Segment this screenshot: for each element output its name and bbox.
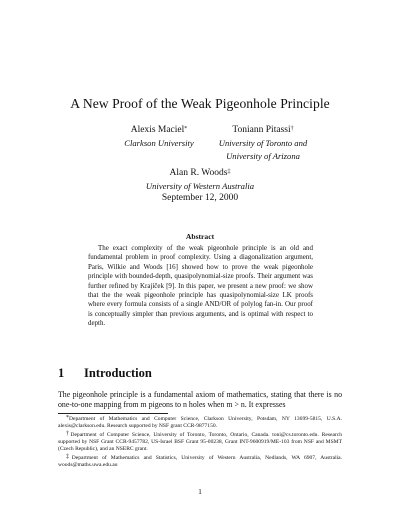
paper-date: September 12, 2000 — [161, 193, 239, 203]
abstract-heading: Abstract — [185, 232, 215, 241]
footnote-mark: * — [66, 415, 69, 421]
footnote — [58, 455, 342, 469]
author-block — [0, 124, 400, 190]
author-name: Toniann Pitassi — [232, 125, 291, 135]
footnote — [58, 416, 342, 430]
author-pitassi — [202, 124, 324, 163]
author-affiliation: University of Western Australia — [145, 181, 255, 191]
footnote-mark: * — [184, 126, 188, 132]
author-name: Alexis Maciel — [130, 125, 185, 135]
footnote-rule — [58, 413, 168, 414]
paper-title: A New Proof of the Weak Pigeonhole Principle — [70, 96, 330, 111]
page-number: 1 — [198, 487, 202, 496]
section-heading — [58, 366, 358, 381]
author-woods — [120, 167, 280, 193]
intro-paragraph: The pigeonhole principle is a fundamental axiom of mathematics, stating that there is no one-to-one mapping from m pigeons to n holes when m > n. It expresses — [58, 390, 342, 410]
footnotes — [58, 416, 342, 471]
author-affiliation: University of Toronto and — [218, 138, 308, 148]
abstract-text: The exact complexity of the weak pigeonhole principle is an old and fundamental problem in proof complexity. Using a diagonalization argument, Paris, Wilkie and Woods [16] showed how to prove the weak pigeonhole principle with bounded-depth, quasipolynomial-size proofs. Their argument was further refined by Krajíček [9]. In this paper, we present a new proof: we show that the the weak pigeonhole principle has quasipolynomial-size LK proofs where every formula consists of a single AND/OR of polylog fan-in. Our proof is conceptually simpler than previous arguments, and is optimal with respect to depth. — [88, 244, 313, 328]
author-name: Alan R. Woods — [169, 168, 228, 178]
footnote-mark: † — [66, 431, 71, 437]
author-affiliation: University of Arizona — [226, 151, 300, 161]
footnote — [58, 432, 342, 454]
footnote-text: Department of Mathematics and Statistics, University of Western Australia, Nedlands, WA 6907, Australia. woods@maths.uwa.edu.au — [58, 455, 343, 469]
section-title: Introduction — [84, 366, 152, 380]
footnote-text: Department of Mathematics and Computer Science, Clarkson University, Potsdam, NY 13699-5815, U.S.A. alexis@clarkson.edu. Research supported by NSF grant CCR-9877150. — [58, 416, 342, 430]
author-affiliation: Clarkson University — [124, 138, 194, 148]
section-number: 1 — [58, 366, 65, 380]
footnote-mark: ‡ — [227, 169, 231, 175]
footnote-mark: ‡ — [66, 454, 72, 461]
footnote-mark: † — [290, 126, 294, 132]
footnote-text: Department of Computer Science, University of Toronto, Toronto, Ontario, Canada. toni@cs.toronto.edu. Research supported by NSF Grant CCR-9457782, US-Israel BSF Grant 95-00238, Grant INT-9600919/ME-103 from NSF and MSMT (Czech Republic), and an NSERC grant. — [58, 432, 343, 453]
